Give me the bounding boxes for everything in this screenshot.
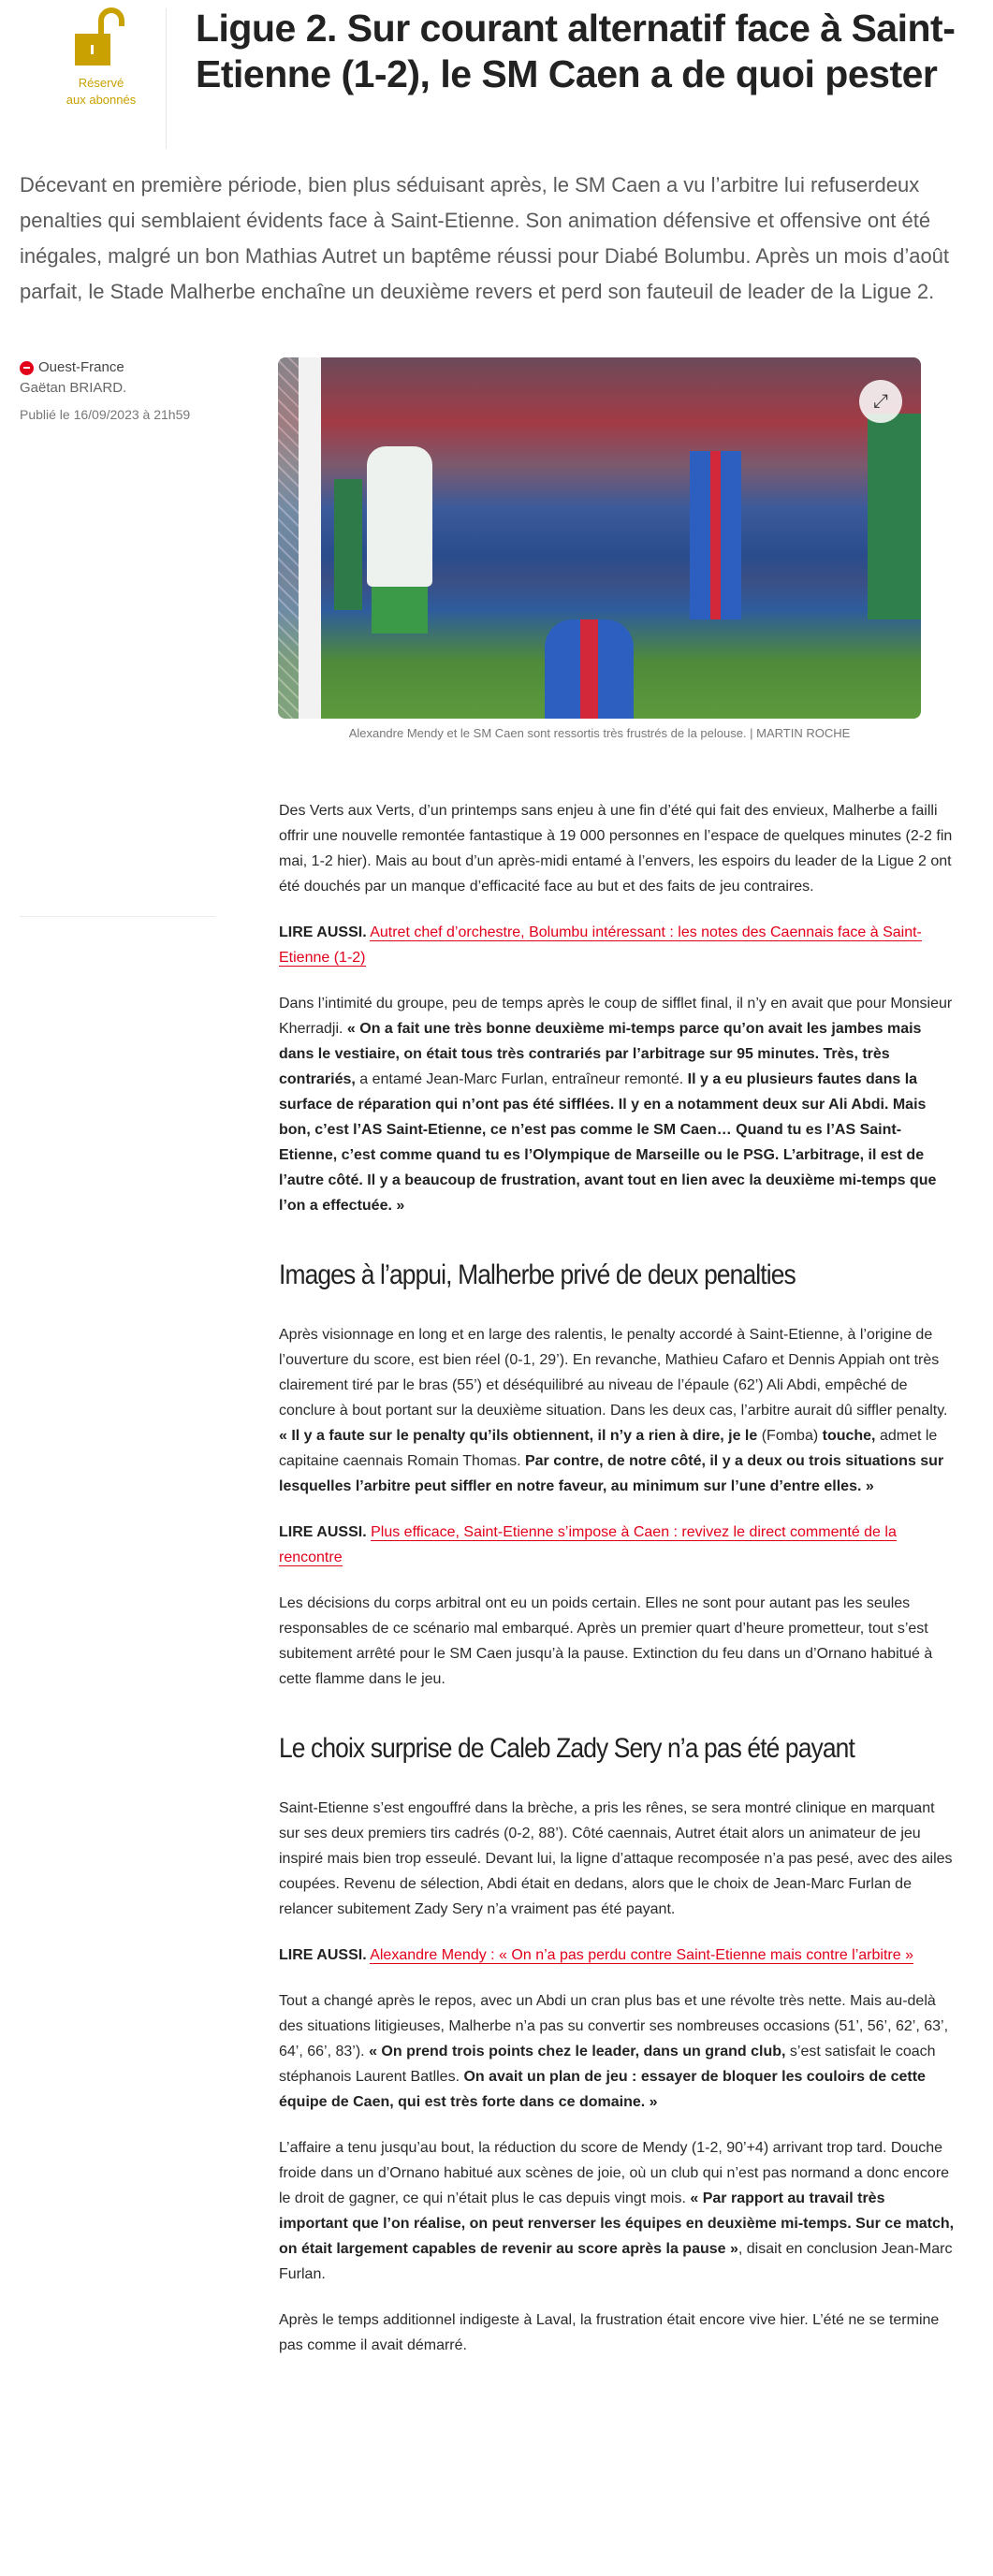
quote-text: « Par rapport au travail très important que l’on réalise, on peut renverser les équipes en deuxième mi-temps. Sur ce match, on était largement capables de revenir au score après la pause » — [279, 2190, 955, 2257]
player-figure — [372, 587, 428, 633]
quote-text: « Il y a faute sur le penalty qu’ils obtiennent, il n’y a rien à dire, je le — [279, 1428, 758, 1444]
paragraph — [279, 1322, 955, 1499]
text-segment: Après le temps additionnel indigeste à Laval, la frustration était encore vive hier. L’été ne se termine pas comme il avait démarré. — [279, 2312, 940, 2353]
text-segment: L’affaire a tenu jusqu’au bout, la réduction du score de Mendy (1-2, 90’+4) arrivant trop tard. Douche froide dans un d’Ornano habitué aux scènes de joie, où un club qui n’est pas normand a donc encore le droit de gagner, ce qui n’était plus le cas depuis vingt mois. — [279, 2140, 950, 2206]
article-title: Ligue 2. Sur courant alternatif face à Saint-Etienne (1-2), le SM Caen a de quoi pester — [196, 7, 956, 95]
article-photo[interactable] — [278, 357, 921, 719]
read-also-label: LIRE AUSSI. — [279, 924, 367, 940]
read-also-link[interactable]: Autret chef d’orchestre, Bolumbu intéressant : les notes des Caennais face à Saint-Etienne (1-2) — [279, 924, 922, 966]
read-also-link[interactable]: Alexandre Mendy : « On n’a pas perdu contre Saint-Etienne mais contre l’arbitre » — [370, 1947, 913, 1963]
subscriber-badge-line2: aux abonnés — [66, 93, 137, 107]
quote-text: Par contre, de notre côté, il y a deux ou trois situations sur lesquelles l’arbitre peut siffler en notre faveur, au minimum sur l’une d’entre elles. » — [279, 1453, 944, 1494]
quote-text: On avait un plan de jeu : essayer de bloquer les couloirs de cette équipe de Caen, qui est très forte dans ce domaine. » — [279, 2069, 926, 2110]
unlocked-padlock-icon — [73, 7, 125, 67]
read-also-label: LIRE AUSSI. — [279, 1947, 367, 1963]
paragraph — [279, 2307, 955, 2358]
article-lead: Décevant en première période, bien plus séduisant après, le SM Caen a vu l’arbitre lui refuserdeux penalties qui semblaient évidents face à Saint-Etienne. Son animation défensive et offensive ont été inégales, malgré un bon Mathias Autret un baptême réussi pour Diabé Bolumbu. Après un mois d’août parfait, le Stade Malherbe enchaîne un deuxième revers et perd son fauteuil de leader de la Ligue 2. — [20, 173, 950, 303]
publish-date: Publié le 16/09/2023 à 21h59 — [20, 407, 191, 422]
read-also — [279, 1520, 955, 1570]
read-also — [279, 920, 955, 970]
read-also — [279, 1943, 955, 1968]
text-segment: , disait en conclusion Jean-Marc Furlan. — [279, 2241, 953, 2282]
section-heading: Images à l’appui, Malherbe privé de deux penalties — [279, 1259, 796, 1290]
player-figure — [690, 451, 741, 619]
photo-caption: Alexandre Mendy et le SM Caen sont ressortis très frustrés de la pelouse. | MARTIN ROCHE — [348, 726, 851, 740]
read-also-link[interactable]: Plus efficace, Saint-Etienne s’impose à Caen : revivez le direct commenté de la rencontre — [279, 1524, 897, 1565]
text-segment: Après visionnage en long et en large des ralentis, le penalty accordé à Saint-Etienne, à l’origine de l’ouverture du score, est bien réel (0-1, 29’). En revanche, Mathieu Cafaro et Dennis Appiah ont très clairement tiré par le bras (55’) et déséquilibré au niveau de l’épaule (62’) Ali Abdi, empêché de conclure à bout portant sur la deuxième situation. Dans les deux cas, l’arbitre aurait dû siffler penalty. — [279, 1327, 948, 1419]
section-heading: Le choix surprise de Caleb Zady Sery n’a pas été payant — [279, 1733, 854, 1764]
paragraph — [279, 798, 955, 899]
text-segment: admet le capitaine caennais Romain Thomas. — [279, 1428, 938, 1469]
subscriber-badge — [37, 75, 165, 109]
read-also-label: LIRE AUSSI. — [279, 1524, 367, 1540]
source — [20, 357, 254, 378]
paragraph — [279, 2135, 955, 2287]
author: Gaëtan BRIARD. — [20, 380, 127, 396]
expand-photo-button[interactable] — [859, 380, 902, 423]
player-figure — [545, 619, 634, 719]
text-segment: (Fomba) — [757, 1428, 823, 1444]
quote-text: touche, — [822, 1428, 876, 1444]
player-figure — [868, 414, 921, 619]
paragraph — [279, 1988, 955, 2115]
goal-post — [299, 357, 321, 719]
ouest-france-logo-icon — [20, 361, 34, 375]
quote-text: Il y a eu plusieurs fautes dans la surface de réparation qui n’ont pas été sifflées. Il y en a notamment deux sur Ali Abdi. Mais bon, c’est l’AS Saint-Etienne, ce n’est pas comme le SM Caen… Quand tu es l’AS Saint-Etienne, c’est comme quand tu es l’Olympique de Marseille ou le PSG. L’arbitrage, il est de l’autre côté. Il y a beaucoup de frustration, avant tout en lien avec la deuxième mi-temps que l’on a effectuée. » — [279, 1071, 937, 1214]
header-divider — [166, 8, 167, 149]
paragraph — [279, 1591, 955, 1692]
text-segment: Tout a changé après le repos, avec un Abdi un cran plus bas et une révolte très nette. Mais au-delà des situations litigieuses, Malherbe n’a pas su convertir ses nombreuses occasions (51’, 56’, 62’, 63’, 64’, 66’, 83’). — [279, 1993, 949, 2059]
article-body — [279, 798, 955, 2379]
article-meta — [20, 357, 254, 425]
text-segment: Les décisions du corps arbitral ont eu un poids certain. Elles ne sont pour autant pas les seules responsables de ce scénario mal embarqué. Après un premier quart d’heure prometteur, tout s’est subitement arrêté pour le SM Caen jusqu’à la pause. Extinction du feu dans un d’Ornano habitué à cette flamme dans le jeu. — [279, 1595, 933, 1687]
text-segment: s’est satisfait le coach stéphanois Laurent Batlles. — [279, 2044, 936, 2085]
player-figure — [334, 479, 362, 610]
expand-icon: ⤢ — [873, 390, 888, 412]
text-segment: Saint-Etienne s’est engouffré dans la brèche, a pris les rênes, se sera montré clinique en marquant sur ses deux premiers tirs cadrés (0-2, 88’). Côté caennais, Autret était alors un animateur de jeu inspiré mais bien trop esseulé. Devant lui, la ligne d’attaque recomposée n’a pas pesé, avec des ailes coupées. Revenu de sélection, Abdi était en dedans, alors que le choix de Jean-Marc Furlan de relancer subitement Zady Sery n’a vraiment pas été payant. — [279, 1800, 953, 1917]
player-figure — [367, 446, 432, 587]
subscriber-badge-line1: Réservé — [78, 76, 124, 90]
sidebar-divider — [20, 916, 215, 917]
quote-text: « On prend trois points chez le leader, dans un grand club, — [369, 2044, 786, 2059]
goal-net — [278, 357, 299, 719]
text-segment: a entamé Jean-Marc Furlan, entraîneur remonté. — [355, 1071, 688, 1087]
text-segment: Des Verts aux Verts, d’un printemps sans enjeu à une fin d’été qui fait des envieux, Malherbe a failli offrir une nouvelle remontée fantastique à 19 000 personnes en l’espace de quelques minutes (2-2 fin mai, 1-2 hier). Mais au bout d’un après-midi entamé à l’envers, les espoirs du leader de la Ligue 2 ont été douchés par un manque d’efficacité face au but et des faits de jeu contraires. — [279, 803, 953, 895]
source-name: Ouest-France — [38, 359, 124, 375]
text-segment: Dans l’intimité du groupe, peu de temps après le coup de sifflet final, il n’y en avait que pour Monsieur Kherradji. — [279, 996, 953, 1037]
quote-text: « On a fait une très bonne deuxième mi-temps parce qu’on avait les jambes mais dans le vestiaire, on était tous très contrariés par l’arbitrage sur 95 minutes. Très, très contrariés, — [279, 1021, 922, 1087]
paragraph — [279, 991, 955, 1218]
paragraph — [279, 1796, 955, 1922]
